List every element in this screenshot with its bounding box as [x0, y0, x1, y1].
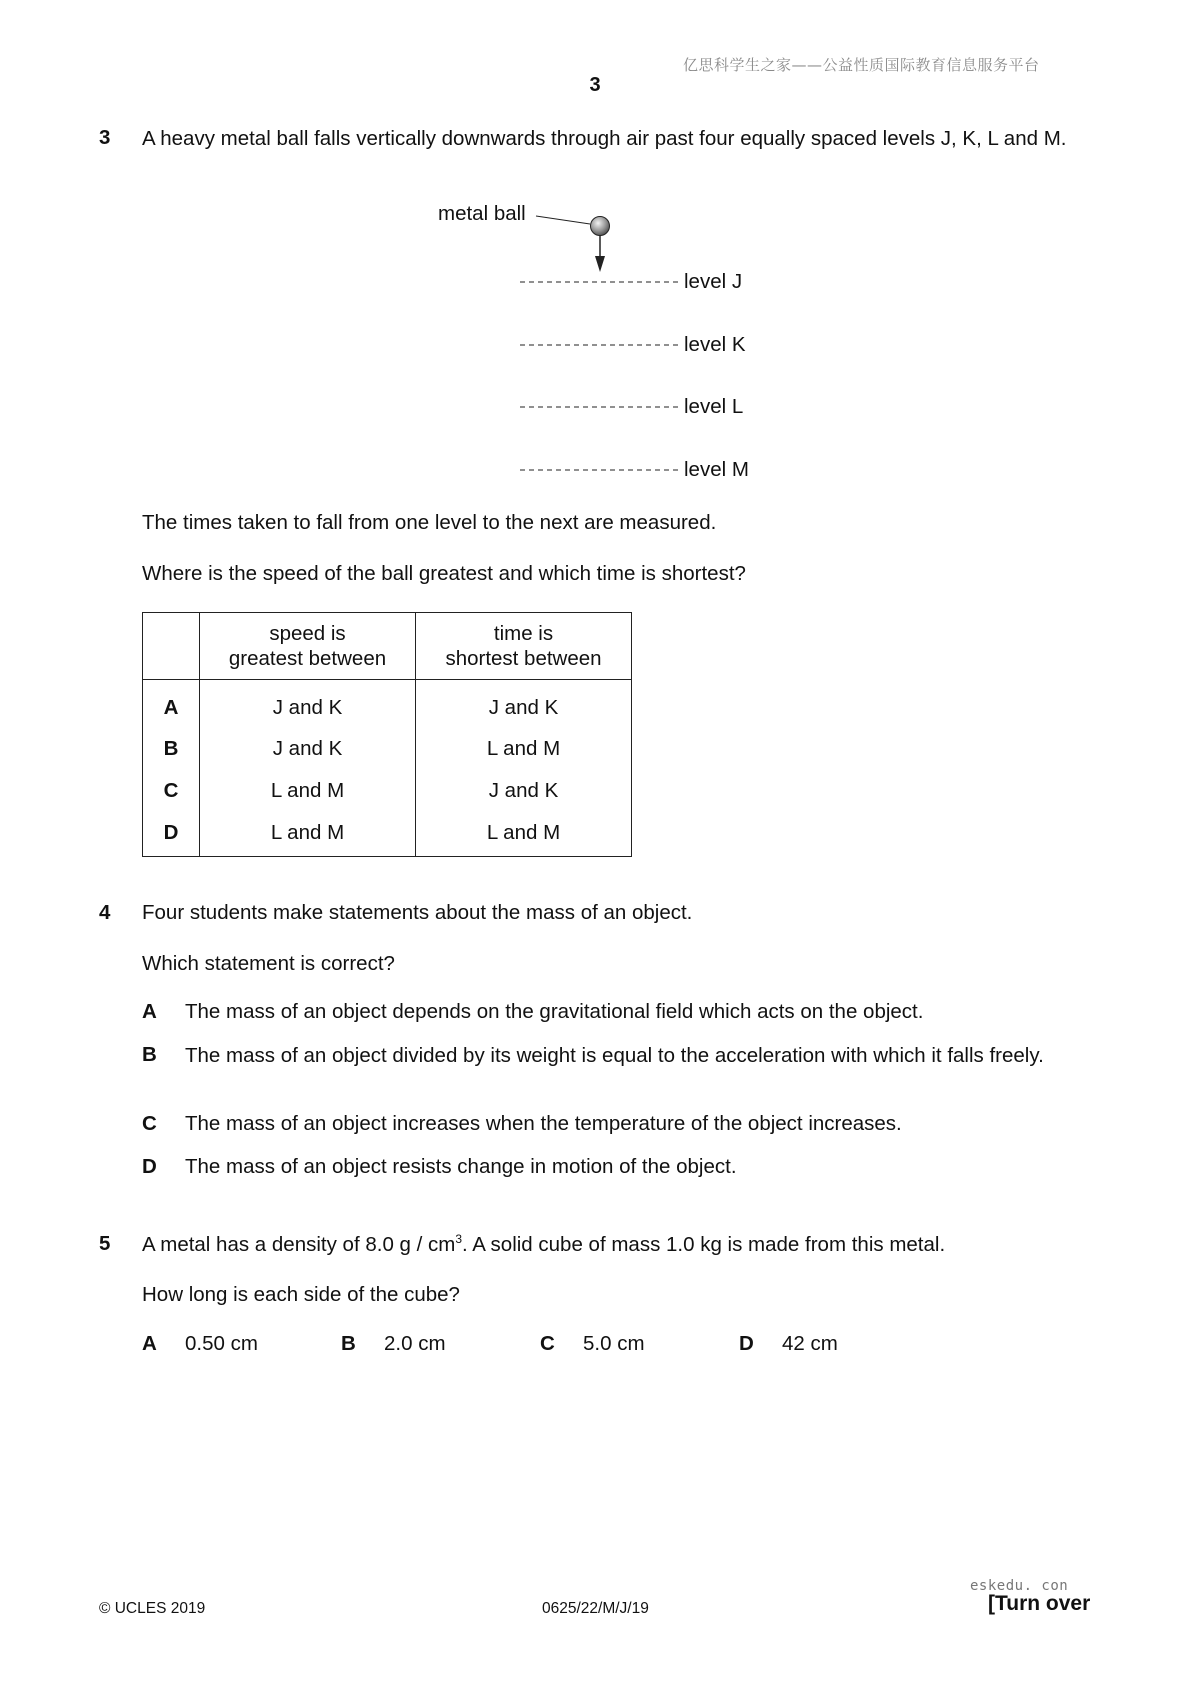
option-letter: A — [142, 1000, 157, 1023]
metal-ball-icon — [591, 217, 610, 236]
level-k-label: level K — [684, 333, 746, 356]
option-value: 0.50 cm — [185, 1332, 258, 1355]
option-text: The mass of an object increases when the temperature of the object increases. — [185, 1112, 902, 1135]
watermark-text: 亿思科学生之家——公益性质国际教育信息服务平台 — [683, 56, 1040, 74]
row-time: J and K — [416, 680, 632, 729]
row-speed: L and M — [200, 812, 416, 857]
row-time: L and M — [416, 812, 632, 857]
answer-table — [142, 612, 632, 857]
option-letter: B — [341, 1332, 356, 1355]
row-letter: B — [143, 728, 200, 770]
level-m-label: level M — [684, 458, 749, 481]
question-3-question: Where is the speed of the ball greatest and which time is shortest? — [142, 562, 746, 585]
question-5-stem — [142, 1232, 945, 1257]
row-speed: J and K — [200, 728, 416, 770]
option-text: The mass of an object resists change in motion of the object. — [185, 1155, 737, 1178]
option-letter: A — [142, 1332, 157, 1355]
question-5-stem-superscript: 3 — [455, 1232, 463, 1246]
header-time-line2: shortest between — [445, 647, 602, 670]
header-speed-line2: greatest between — [228, 647, 387, 670]
row-letter: A — [143, 680, 200, 729]
level-j-label: level J — [684, 270, 743, 293]
row-speed: L and M — [200, 770, 416, 812]
question-3-stem: A heavy metal ball falls vertically downwards through air past four equally spaced levels J, K, L and M. — [142, 127, 1067, 150]
page-number: 3 — [589, 74, 601, 96]
question-5-stem-part2: . A solid cube of mass 1.0 kg is made from this metal. — [462, 1232, 946, 1256]
question-3-number: 3 — [99, 126, 111, 149]
question-3-line1: The times taken to fall from one level to the next are measured. — [142, 511, 717, 534]
copyright-text: © UCLES 2019 — [99, 1600, 206, 1617]
row-time: J and K — [416, 770, 632, 812]
question-5-stem-part1: A metal has a density of 8.0 g / cm — [142, 1232, 456, 1256]
downward-arrow-icon — [595, 256, 605, 272]
question-5-number: 5 — [99, 1232, 111, 1255]
header-blank-cell — [143, 613, 200, 680]
header-speed — [200, 613, 416, 680]
answer-table-header — [143, 613, 632, 680]
ball-label-leader-line — [536, 216, 590, 224]
question-4-question: Which statement is correct? — [142, 952, 395, 975]
option-letter: C — [540, 1332, 555, 1355]
question-4-number: 4 — [99, 901, 111, 924]
row-time: L and M — [416, 728, 632, 770]
paper-code: 0625/22/M/J/19 — [542, 1600, 649, 1617]
metal-ball-label: metal ball — [438, 202, 526, 225]
level-l-label: level L — [684, 395, 744, 418]
option-letter: C — [142, 1112, 157, 1135]
turn-over-text: [Turn over — [988, 1592, 1091, 1615]
option-letter: D — [739, 1332, 754, 1355]
option-value: 2.0 cm — [384, 1332, 446, 1355]
question-4-stem: Four students make statements about the mass of an object. — [142, 901, 693, 924]
row-speed: J and K — [200, 680, 416, 729]
header-time-line1: time is — [493, 622, 554, 645]
header-time — [416, 613, 632, 680]
table-row — [143, 770, 632, 812]
table-row — [143, 812, 632, 857]
table-row — [143, 728, 632, 770]
site-watermark: eskedu. con — [970, 1578, 1069, 1594]
question-5-question: How long is each side of the cube? — [142, 1283, 460, 1306]
option-text: The mass of an object depends on the gravitational field which acts on the object. — [185, 1000, 924, 1023]
option-text: The mass of an object divided by its weight is equal to the acceleration with which it falls freely. — [185, 1044, 1044, 1067]
option-value: 42 cm — [782, 1332, 838, 1355]
row-letter: D — [143, 812, 200, 857]
option-letter: B — [142, 1043, 157, 1066]
row-letter: C — [143, 770, 200, 812]
header-speed-line1: speed is — [269, 622, 346, 645]
option-value: 5.0 cm — [583, 1332, 645, 1355]
option-letter: D — [142, 1155, 157, 1178]
table-row — [143, 680, 632, 729]
